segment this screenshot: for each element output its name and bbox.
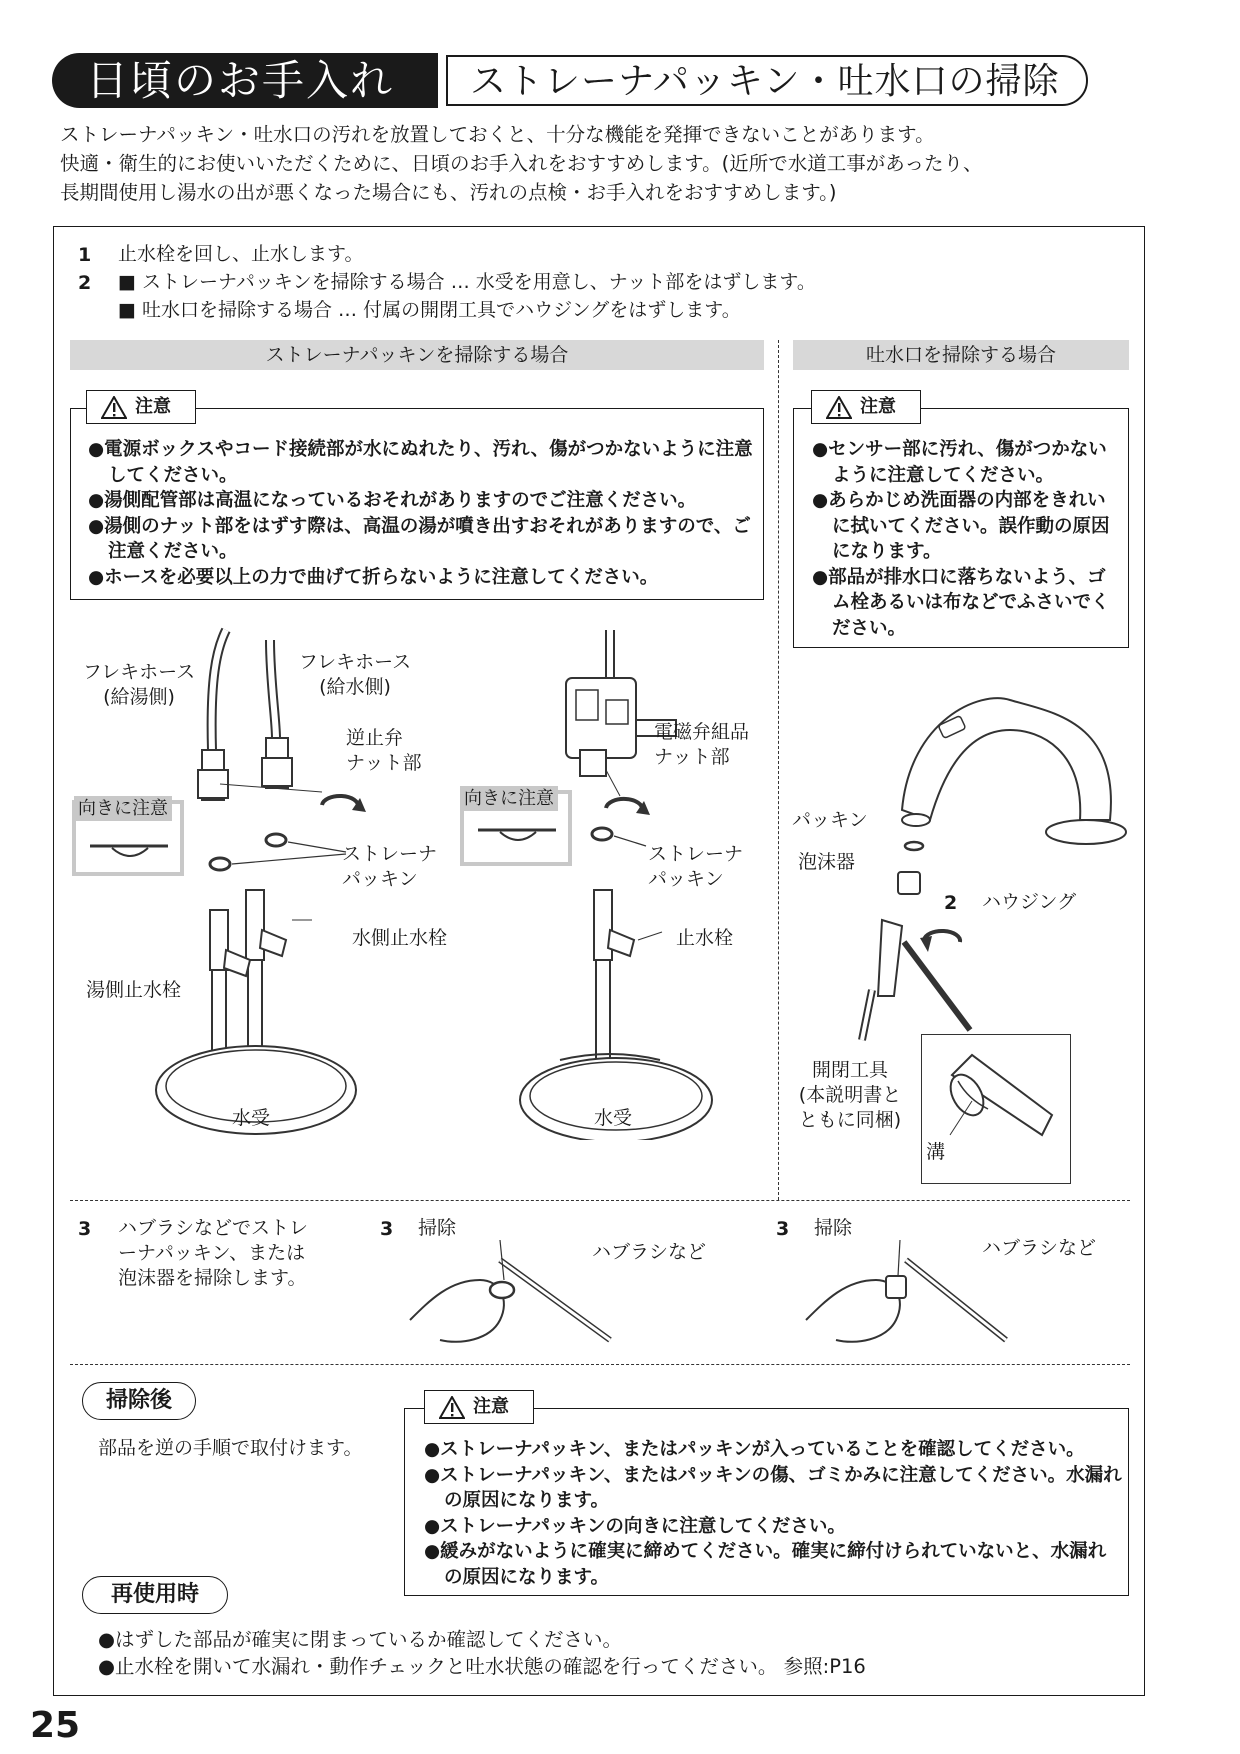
tool-line: (本説明書と <box>798 1084 902 1106</box>
caution-label: 注意 <box>860 396 896 417</box>
page-subtitle: ストレーナパッキン・吐水口の掃除 <box>446 55 1088 106</box>
hose-hot-line: (給湯側) <box>103 686 175 708</box>
step-3-line: ハブラシなどでストレ <box>118 1217 309 1239</box>
strainer-line: パッキン <box>648 868 724 890</box>
caution-item: ●湯側配管部は高温になっているおそれがありますのでご注意ください。 <box>88 490 697 511</box>
reuse-label: 再使用時 <box>82 1576 228 1614</box>
step-2-line-2: ■ 吐水口を掃除する場合 … 付属の開閉工具でハウジングをはずします。 <box>118 299 741 321</box>
hose-hot-label <box>80 660 198 710</box>
after-cleaning-label: 掃除後 <box>82 1382 196 1420</box>
groove-label: 溝 <box>926 1141 946 1163</box>
intro-line: 長期間使用し湯水の出が悪くなった場合にも、汚れの点検・お手入れをおすすめします。) <box>60 181 837 204</box>
hand-brush-aerator-illustration <box>796 1240 1026 1350</box>
solenoid-line: ナット部 <box>654 746 730 768</box>
caution-item: ●部品が排水口に落ちないよう、ゴム栓あるいは布などでふさいでください。 <box>812 566 1110 639</box>
section-heading-strainer: ストレーナパッキンを掃除する場合 <box>70 340 764 370</box>
step-2-line-1: ■ ストレーナパッキンを掃除する場合 … 水受を用意し、ナット部をはずします。 <box>118 271 816 293</box>
hose-hot-line: フレキホース <box>82 661 196 683</box>
solenoid-line: 電磁弁組品 <box>654 721 750 743</box>
caution-tag <box>86 390 196 424</box>
caution-item: ●あらかじめ洗面器の内部をきれいに拭いてください。誤作動の原因になります。 <box>812 490 1110 562</box>
hot-stop-label: 湯側止水栓 <box>86 979 182 1001</box>
aerator-label: 泡沫器 <box>798 851 856 873</box>
caution-item: ●ストレーナパッキンの向きに注意してください。 <box>424 1515 846 1537</box>
reuse-item: ●止水栓を開いて水漏れ・動作チェックと吐水状態の確認を行ってください。 参照:P16 <box>98 1655 866 1678</box>
intro-text <box>60 120 1160 207</box>
warning-icon <box>826 396 852 419</box>
reuse-item: ●はずした部品が確実に閉まっているか確認してください。 <box>98 1628 623 1651</box>
check-valve-label <box>346 726 422 776</box>
page-title-bar <box>52 53 1092 108</box>
basin-label-left: 水受 <box>232 1107 271 1129</box>
solenoid-label <box>654 720 749 770</box>
cold-stop-label: 水側止水栓 <box>352 927 448 949</box>
caution-label: 注意 <box>135 396 171 417</box>
brush-a-label: ハブラシなど <box>592 1241 707 1263</box>
section-heading-spout: 吐水口を掃除する場合 <box>793 340 1129 370</box>
clean-a-number: 3 <box>380 1218 394 1240</box>
check-valve-line: 逆止弁 <box>346 727 404 749</box>
caution-item: ●ホースを必要以上の力で曲げて折らないように注意してください。 <box>88 566 659 588</box>
clean-a-label: 掃除 <box>418 1217 457 1239</box>
orientation-label: 向きに注意 <box>74 796 172 821</box>
intro-line: 快適・衛生的にお使いいただくために、日頃のお手入れをおすすめします。(近所で水道工事があったり、 <box>60 152 983 175</box>
step-3-text <box>118 1216 308 1291</box>
reuse-list <box>98 1626 866 1680</box>
orientation-label: 向きに注意 <box>460 786 558 811</box>
caution-item: ●湯側のナット部をはずす際は、高温の湯が噴き出すおそれがありますので、ご注意ください。 <box>88 515 751 562</box>
warning-icon <box>439 1396 465 1419</box>
basin-label-mid: 水受 <box>594 1107 633 1129</box>
step-1-text: 止水栓を回し、止水します。 <box>118 243 364 265</box>
page-title: 日頃のお手入れ <box>52 53 438 108</box>
strainer-line: パッキン <box>342 868 418 890</box>
caution-item: ●緩みがないように確実に締めてください。確実に締付けられていないと、水漏れの原因になります。 <box>424 1541 1107 1588</box>
caution-item: ●電源ボックスやコード接続部が水にぬれたり、汚れ、傷がつかないように注意してください。 <box>88 439 753 486</box>
housing-label: ハウジング <box>982 891 1077 913</box>
clean-b-number: 3 <box>776 1218 790 1240</box>
step-3-number: 3 <box>78 1218 92 1240</box>
packing-label: パッキン <box>792 809 868 831</box>
hose-cold-label <box>296 650 414 700</box>
tool-label <box>792 1058 908 1133</box>
step-3-line: 泡沫器を掃除します。 <box>118 1267 307 1289</box>
housing-number: 2 <box>944 892 958 914</box>
step-3-line: ーナパッキン、または <box>118 1242 306 1264</box>
separator <box>70 1364 1130 1365</box>
hand-brush-strainer-illustration <box>400 1240 630 1350</box>
caution-list-strainer <box>88 437 754 590</box>
strainer-line: ストレーナ <box>342 843 438 865</box>
strainer-label-mid <box>648 842 743 892</box>
after-cleaning-text: 部品を逆の手順で取付けます。 <box>98 1437 363 1459</box>
stop-label: 止水栓 <box>676 927 734 949</box>
separator <box>70 1200 1130 1201</box>
hose-cold-line: フレキホース <box>298 651 412 673</box>
warning-icon <box>101 396 127 419</box>
hose-cold-line: (給水側) <box>319 676 391 698</box>
caution-tag <box>424 1390 534 1424</box>
step-2-number: 2 <box>78 272 92 294</box>
caution-label: 注意 <box>473 1396 509 1417</box>
page-number: 25 <box>30 1705 81 1746</box>
column-divider <box>778 340 779 1200</box>
caution-list-reinstall <box>424 1437 1124 1590</box>
caution-item: ●ストレーナパッキン、またはパッキンの傷、ゴミかみに注意してください。水漏れの原因になります。 <box>424 1464 1122 1511</box>
caution-item: ●センサー部に汚れ、傷がつかないように注意してください。 <box>812 439 1107 486</box>
strainer-label-left <box>342 842 437 892</box>
intro-line: ストレーナパッキン・吐水口の汚れを放置しておくと、十分な機能を発揮できないことがあります。 <box>60 123 935 146</box>
clean-b-label: 掃除 <box>814 1217 853 1239</box>
caution-tag <box>811 390 921 424</box>
check-valve-line: ナット部 <box>346 752 422 774</box>
step-1-number: 1 <box>78 244 92 266</box>
tool-line: ともに同梱) <box>798 1109 902 1131</box>
caution-list-spout <box>812 437 1120 641</box>
strainer-line: ストレーナ <box>648 843 744 865</box>
brush-b-label: ハブラシなど <box>982 1237 1097 1259</box>
tool-line: 開閉工具 <box>811 1059 888 1081</box>
caution-item: ●ストレーナパッキン、またはパッキンが入っていることを確認してください。 <box>424 1439 1085 1460</box>
